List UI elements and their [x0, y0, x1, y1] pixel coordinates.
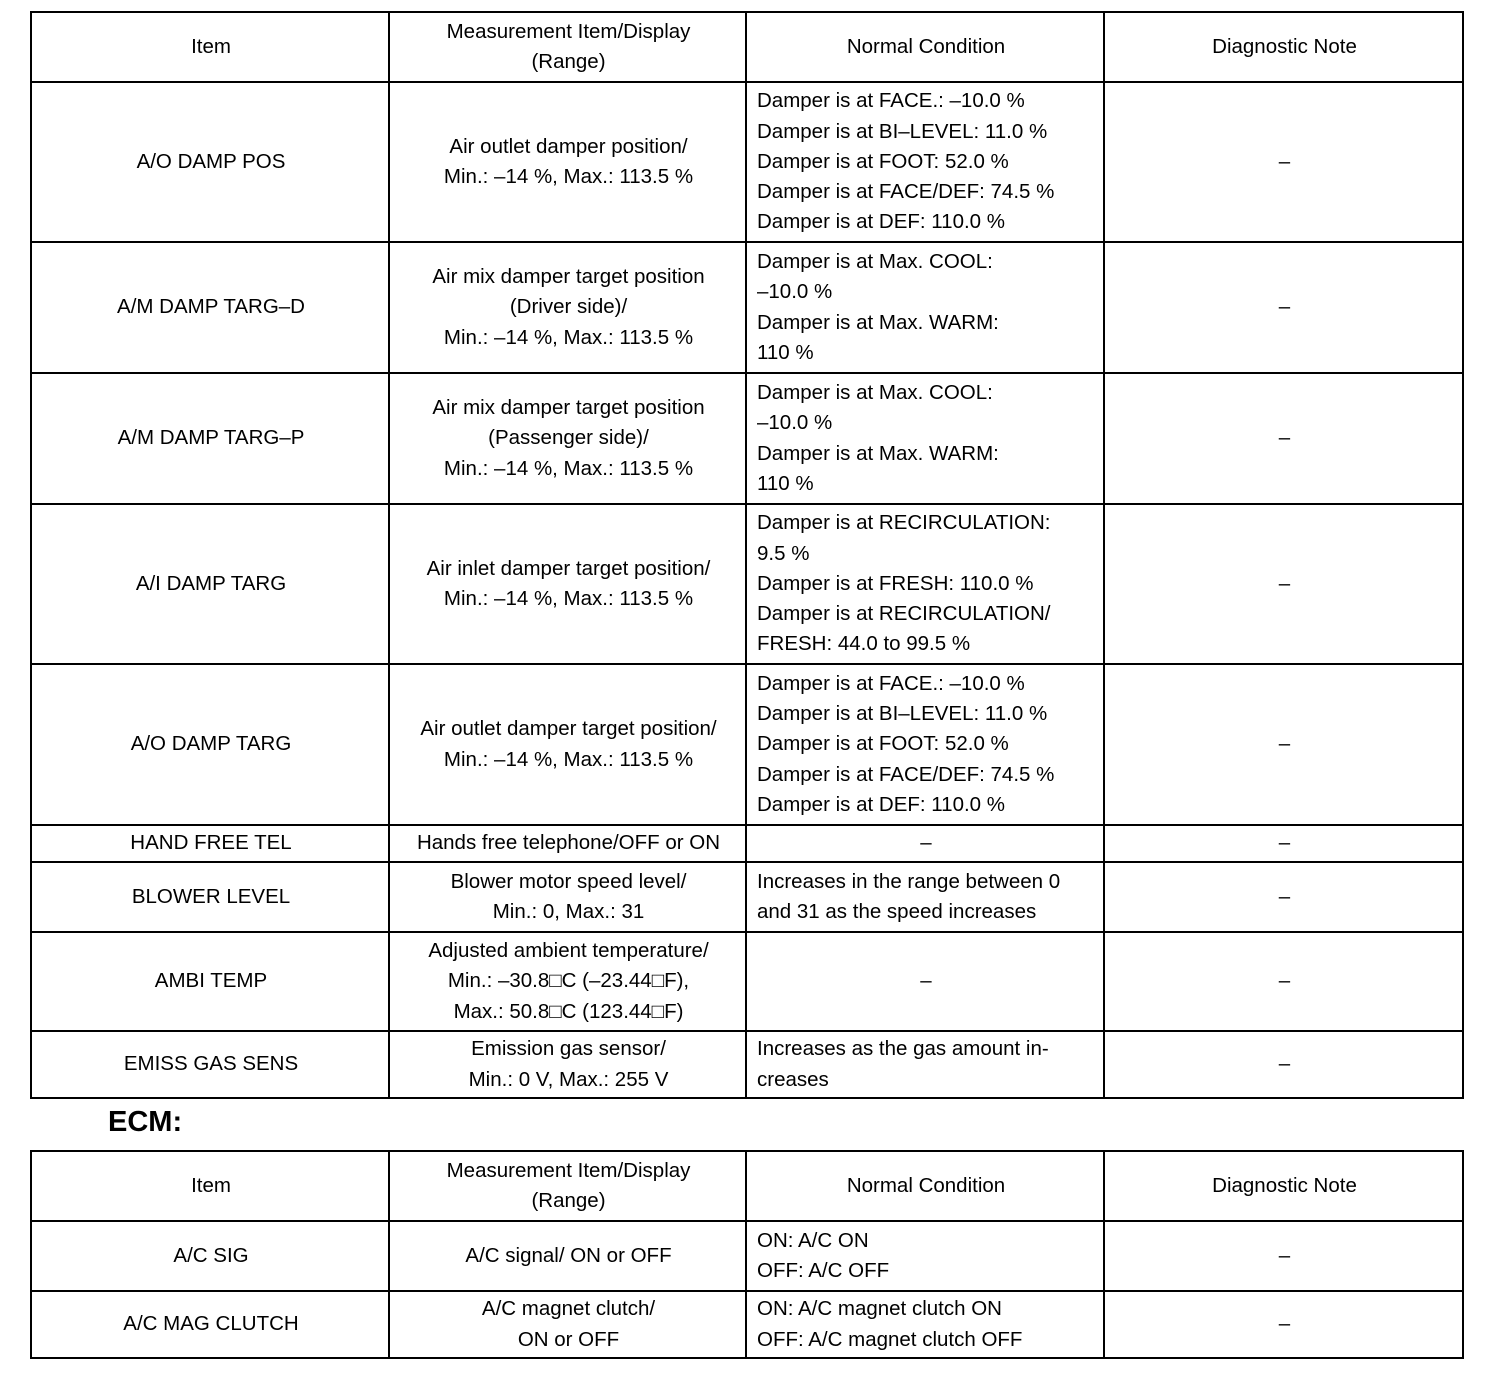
- diagnostic-note-cell: –: [1104, 242, 1463, 373]
- normal-condition-cell: [746, 1291, 1104, 1358]
- cell-text-line: Air mix damper target position: [432, 396, 705, 420]
- cell-text-line: (Range): [531, 50, 606, 73]
- item-cell: AMBI TEMP: [31, 932, 389, 1031]
- normal-condition-cell: [746, 1031, 1104, 1098]
- cell-text-line: Adjusted ambient temperature/: [428, 939, 709, 963]
- header-item: Item: [31, 1151, 389, 1221]
- header-diagnostic-note: Diagnostic Note: [1104, 12, 1463, 82]
- cell-text-line: Min.: –14 %, Max.: 113.5 %: [443, 325, 694, 349]
- measurement-cell: [389, 82, 746, 242]
- cell-text-line: Air mix damper target position: [432, 265, 705, 289]
- measurement-cell: [389, 932, 746, 1031]
- cell-text-line: ON: A/C ON: [757, 1228, 869, 1252]
- cell-text-line: –10.0 %: [757, 280, 833, 304]
- table-row: [31, 1291, 1463, 1358]
- cell-text-line: Damper is at DEF: 110.0 %: [757, 210, 1005, 234]
- cell-text-line: Damper is at RECIRCULATION/: [757, 602, 1051, 626]
- table-row: [31, 504, 1463, 664]
- cell-text-line: Air outlet damper target position/: [420, 717, 717, 741]
- header-normal-condition: Normal Condition: [746, 1151, 1104, 1221]
- item-cell: EMISS GAS SENS: [31, 1031, 389, 1098]
- cell-text-line: Damper is at DEF: 110.0 %: [757, 792, 1005, 816]
- diagnostic-note-cell: –: [1104, 1221, 1463, 1291]
- measurement-cell: Hands free telephone/OFF or ON: [389, 825, 746, 862]
- cell-text-line: (Range): [531, 1189, 606, 1212]
- cell-text-line: Increases in the range between 0: [757, 869, 1061, 893]
- table-row: [31, 825, 1463, 862]
- diagnostic-note-cell: –: [1104, 862, 1463, 932]
- cell-text-line: Min.: –14 %, Max.: 113.5 %: [443, 747, 694, 771]
- cell-text-line: Blower motor speed level/: [450, 869, 687, 893]
- cell-text-line: Damper is at FOOT: 52.0 %: [757, 732, 1009, 756]
- item-cell: A/O DAMP POS: [31, 82, 389, 242]
- cell-text-line: Damper is at FOOT: 52.0 %: [757, 149, 1009, 173]
- normal-condition-cell: –: [746, 825, 1104, 862]
- diagnostic-note-cell: –: [1104, 1291, 1463, 1358]
- diagnostic-note-cell: –: [1104, 504, 1463, 664]
- table-row: [31, 1031, 1463, 1098]
- cell-text-line: ON or OFF: [517, 1327, 620, 1351]
- cell-text-line: Min.: –30.8□C (–23.44□F),: [447, 969, 690, 993]
- cell-text-line: Damper is at Max. COOL:: [757, 249, 993, 273]
- header-item: Item: [31, 12, 389, 82]
- item-cell: A/M DAMP TARG–D: [31, 242, 389, 373]
- measurement-cell: [389, 242, 746, 373]
- normal-condition-cell: [746, 242, 1104, 373]
- cell-text-line: creases: [757, 1067, 829, 1091]
- header-diagnostic-note: Diagnostic Note: [1104, 1151, 1463, 1221]
- cell-text-line: A/C magnet clutch/: [481, 1297, 656, 1321]
- normal-condition-cell: [746, 82, 1104, 242]
- normal-condition-cell: [746, 664, 1104, 825]
- measurement-cell: [389, 1031, 746, 1098]
- header-normal-condition: Normal Condition: [746, 12, 1104, 82]
- cell-text-line: Damper is at Max. COOL:: [757, 380, 993, 404]
- item-cell: HAND FREE TEL: [31, 825, 389, 862]
- cell-text-line: Damper is at RECIRCULATION:: [757, 511, 1051, 535]
- item-cell: A/M DAMP TARG–P: [31, 373, 389, 504]
- measurement-cell: A/C signal/ ON or OFF: [389, 1221, 746, 1291]
- cell-text-line: 110 %: [757, 340, 814, 364]
- normal-condition-cell: [746, 1221, 1104, 1291]
- diagnostic-note-cell: –: [1104, 932, 1463, 1031]
- diagnostic-note-cell: –: [1104, 82, 1463, 242]
- cell-text-line: (Passenger side)/: [488, 426, 649, 450]
- cell-text-line: Air outlet damper position/: [449, 134, 688, 158]
- item-cell: A/O DAMP TARG: [31, 664, 389, 825]
- measurement-cell: [389, 664, 746, 825]
- header-measurement: [389, 1151, 746, 1221]
- normal-condition-cell: [746, 504, 1104, 664]
- cell-text-line: Min.: –14 %, Max.: 113.5 %: [443, 165, 694, 188]
- cell-text-line: Measurement Item/Display: [446, 1158, 691, 1182]
- item-cell: A/C MAG CLUTCH: [31, 1291, 389, 1358]
- measurement-cell: [389, 373, 746, 504]
- cell-text-line: Max.: 50.8□C (123.44□F): [453, 999, 684, 1023]
- normal-condition-cell: [746, 373, 1104, 504]
- measurement-cell: [389, 504, 746, 664]
- cell-text-line: Increases as the gas amount in-: [757, 1037, 1049, 1061]
- normal-condition-cell: –: [746, 932, 1104, 1031]
- item-cell: A/I DAMP TARG: [31, 504, 389, 664]
- item-cell: BLOWER LEVEL: [31, 862, 389, 932]
- table-row: [31, 932, 1463, 1031]
- item-cell: A/C SIG: [31, 1221, 389, 1291]
- ecm-data-table: [30, 1150, 1464, 1359]
- cell-text-line: Min.: 0 V, Max.: 255 V: [468, 1067, 669, 1091]
- cell-text-line: Damper is at Max. WARM:: [757, 310, 999, 334]
- table-row: [31, 82, 1463, 242]
- cell-text-line: Damper is at BI–LEVEL: 11.0 %: [757, 119, 1048, 143]
- body-control-data-table: [30, 11, 1464, 1099]
- cell-text-line: Air inlet damper target position/: [426, 556, 711, 580]
- header-row: [31, 12, 1463, 82]
- table-header: [31, 1151, 1463, 1221]
- cell-text-line: (Driver side)/: [509, 295, 628, 319]
- cell-text-line: and 31 as the speed increases: [757, 900, 1037, 923]
- cell-text-line: –10.0 %: [757, 411, 833, 435]
- header-measurement: [389, 12, 746, 82]
- cell-text-line: OFF: A/C OFF: [757, 1259, 890, 1282]
- diagnostic-note-cell: –: [1104, 664, 1463, 825]
- cell-text-line: 110 %: [757, 471, 814, 495]
- table-row: [31, 373, 1463, 504]
- cell-text-line: Damper is at FACE/DEF: 74.5 %: [757, 762, 1055, 786]
- table-header: [31, 12, 1463, 82]
- cell-text-line: Damper is at BI–LEVEL: 11.0 %: [757, 702, 1048, 726]
- diagnostic-note-cell: –: [1104, 373, 1463, 504]
- cell-text-line: Damper is at Max. WARM:: [757, 441, 999, 465]
- normal-condition-cell: [746, 862, 1104, 932]
- ecm-section-heading: ECM:: [108, 1106, 183, 1138]
- cell-text-line: Min.: –14 %, Max.: 113.5 %: [443, 456, 694, 480]
- cell-text-line: Measurement Item/Display: [446, 19, 691, 43]
- cell-text-line: 9.5 %: [757, 541, 810, 565]
- measurement-cell: [389, 1291, 746, 1358]
- cell-text-line: OFF: A/C magnet clutch OFF: [757, 1327, 1023, 1351]
- header-row: [31, 1151, 1463, 1221]
- table-row: [31, 862, 1463, 932]
- cell-text-line: ON: A/C magnet clutch ON: [757, 1297, 1002, 1321]
- cell-text-line: Damper is at FACE.: –10.0 %: [757, 89, 1025, 113]
- table-row: [31, 1221, 1463, 1291]
- table-row: [31, 664, 1463, 825]
- cell-text-line: Damper is at FACE.: –10.0 %: [757, 671, 1025, 695]
- cell-text-line: Min.: 0, Max.: 31: [492, 900, 645, 923]
- cell-text-line: Emission gas sensor/: [471, 1037, 666, 1061]
- measurement-cell: [389, 862, 746, 932]
- cell-text-line: Damper is at FRESH: 110.0 %: [757, 571, 1034, 595]
- cell-text-line: Damper is at FACE/DEF: 74.5 %: [757, 180, 1055, 204]
- cell-text-line: FRESH: 44.0 to 99.5 %: [757, 632, 971, 656]
- cell-text-line: Min.: –14 %, Max.: 113.5 %: [443, 587, 694, 610]
- diagnostic-note-cell: –: [1104, 1031, 1463, 1098]
- diagnostic-note-cell: –: [1104, 825, 1463, 862]
- table-row: [31, 242, 1463, 373]
